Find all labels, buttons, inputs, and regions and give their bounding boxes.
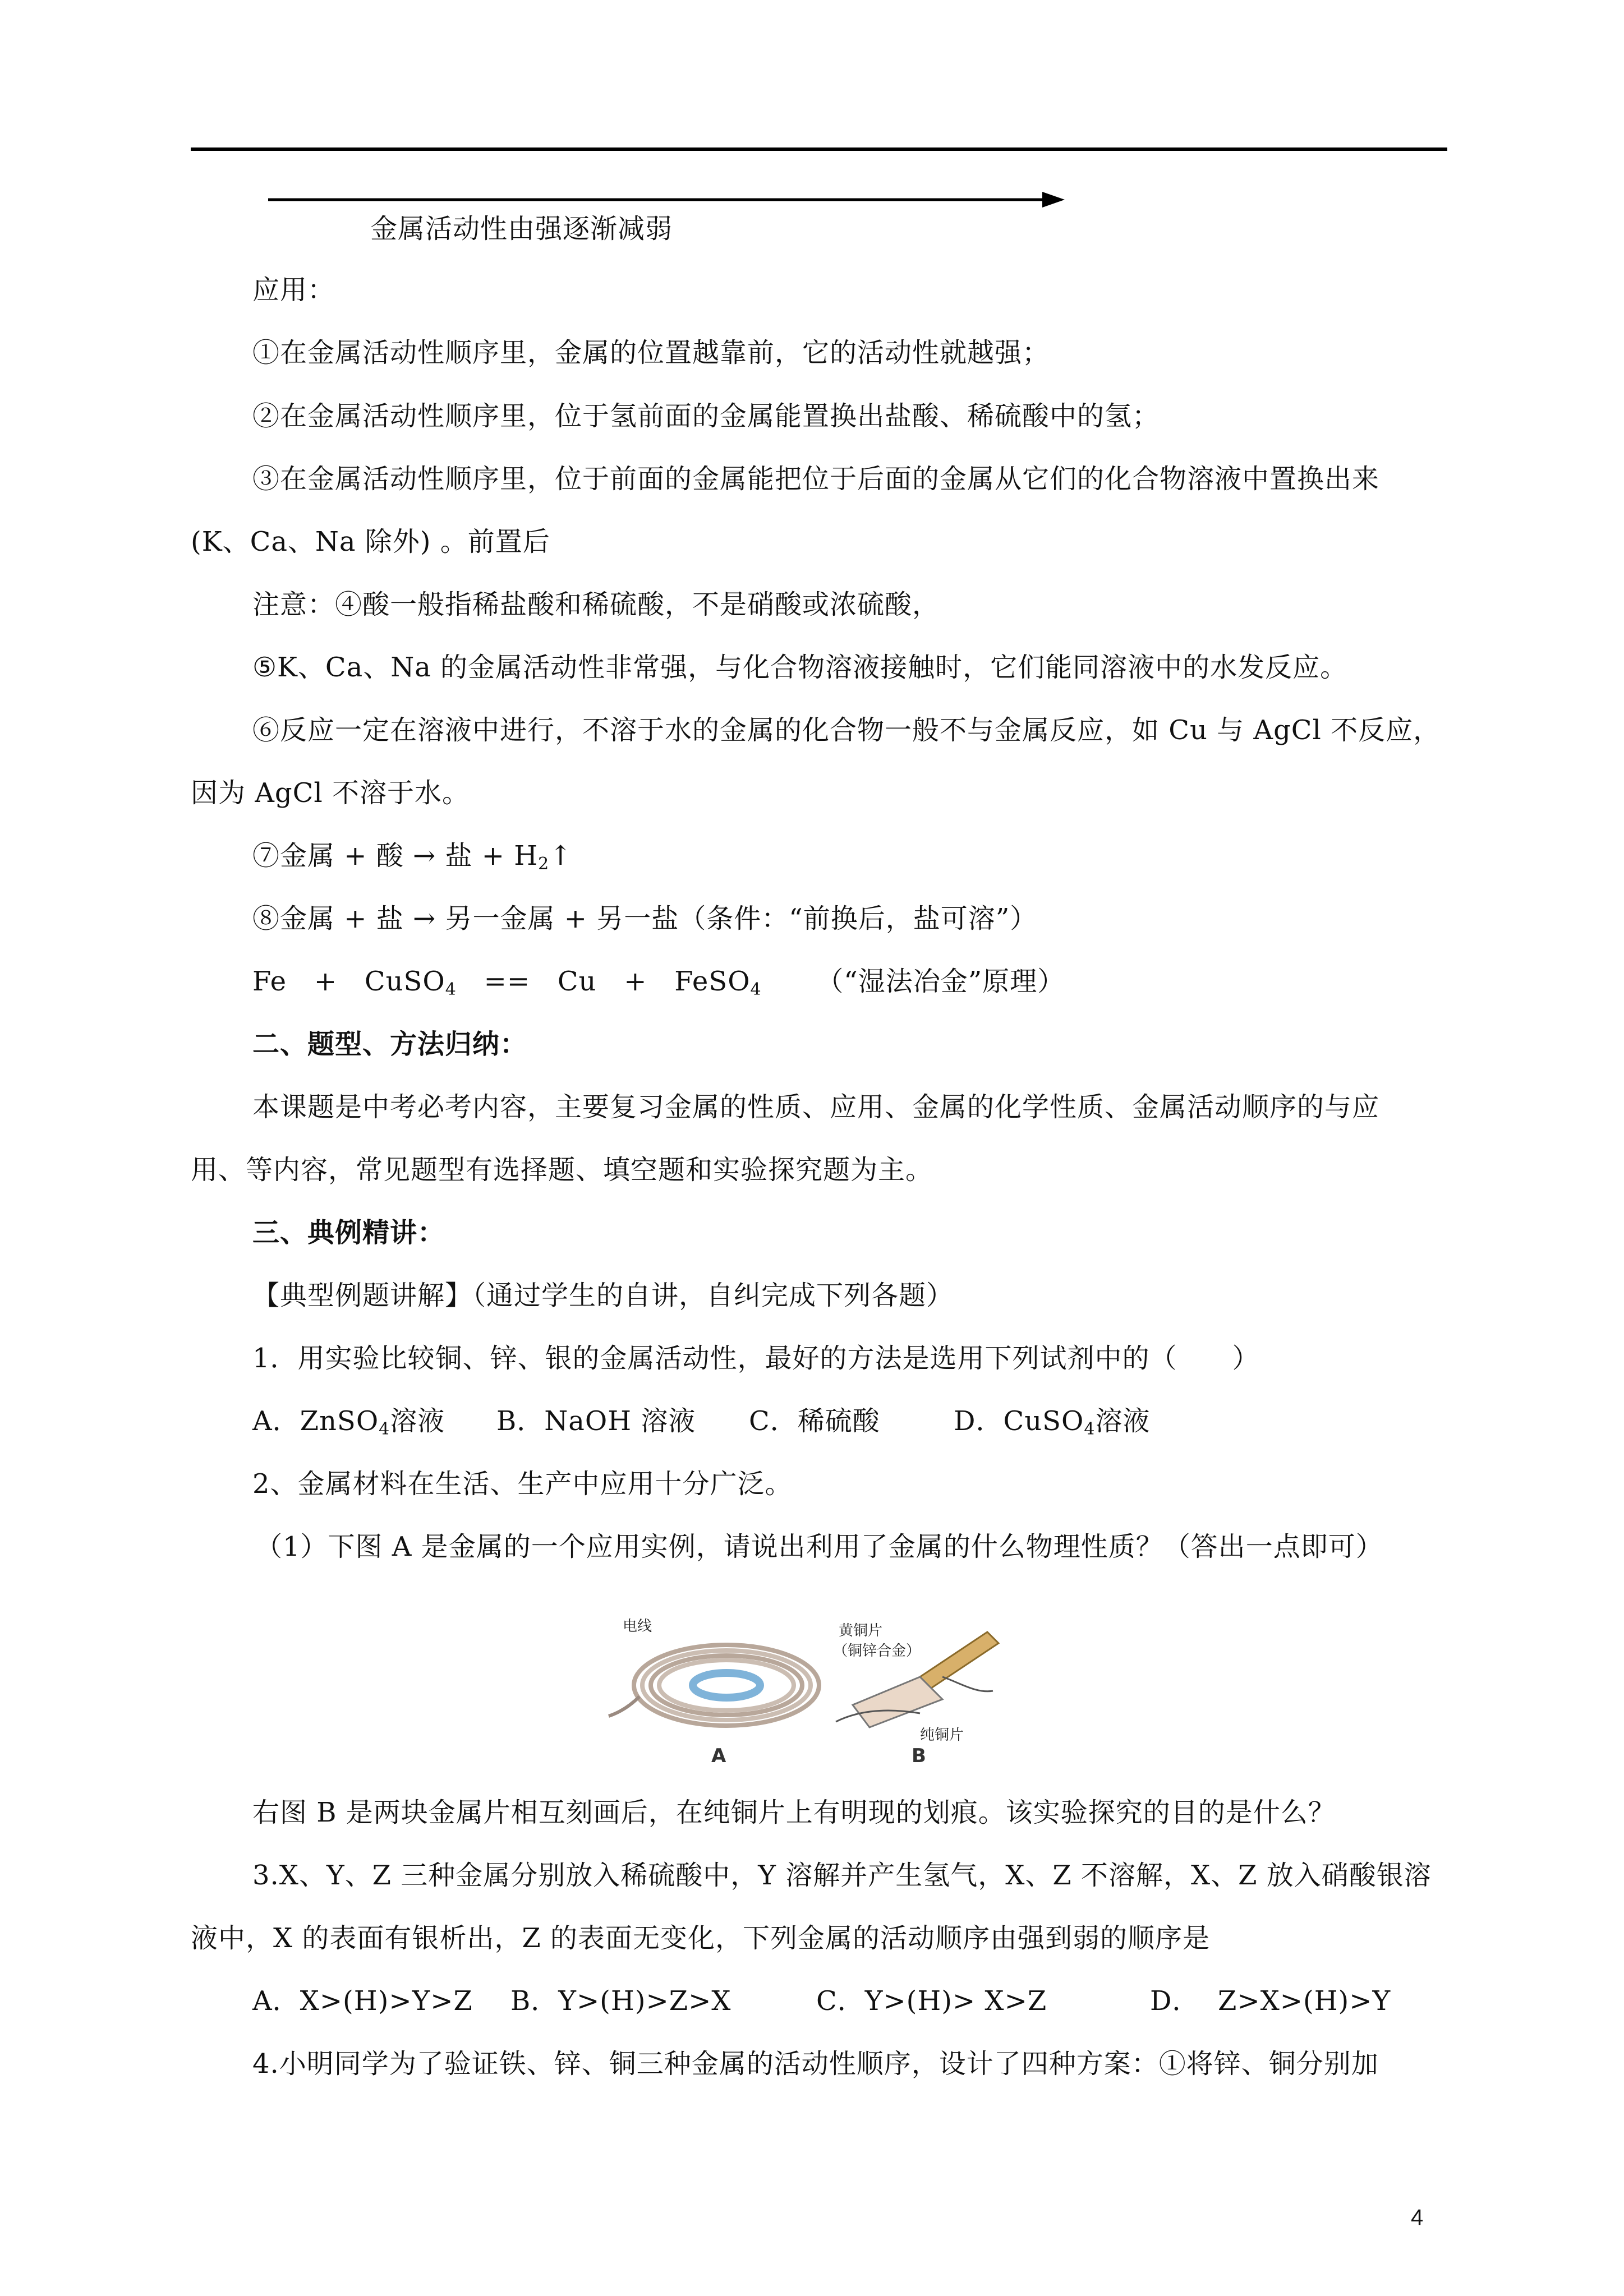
note-4: 注意：④酸一般指稀盐酸和稀硫酸，不是硝酸或浓硫酸，: [252, 589, 940, 620]
question-1-option-a: [252, 1403, 445, 1439]
figure-caption-b: B: [912, 1745, 926, 1767]
equation-part-1: Fe + CuSO: [252, 966, 445, 997]
question-3-option-c: C．Y>(H)> X>Z: [816, 1985, 1047, 2017]
question-3-stem-line-2: 液中，X 的表面有银析出，Z 的表面无变化，下列金属的活动顺序由强到弱的顺序是: [191, 1922, 1211, 1954]
note-5: ⑤K、Ca、Na 的金属活动性非常强，与化合物溶液接触时，它们能同溶液中的水发反应。: [252, 652, 1348, 683]
question-1-option-c: C．稀硫酸: [749, 1405, 880, 1437]
question-1-option-b: B．NaOH 溶液: [496, 1405, 696, 1437]
question-3-option-d: D． Z>X>(H)>Y: [1150, 1985, 1391, 2017]
question-1-stem: 1．用实验比较铜、锌、银的金属活动性，最好的方法是选用下列试剂中的（ ）: [252, 1343, 1260, 1374]
application-item-3-line-2: (K、Ca、Na 除外) 。前置后: [191, 526, 550, 557]
application-item-1: ①在金属活动性顺序里，金属的位置越靠前，它的活动性就越强；: [252, 337, 1050, 368]
question-2-part-1: （1）下图 A 是金属的一个应用实例，请说出利用了金属的什么物理性质？（答出一点即可）: [255, 1531, 1383, 1562]
arrow-icon: [268, 188, 1065, 211]
header-rule: [191, 147, 1447, 151]
note-6-line-2: 因为 AgCl 不溶于水。: [191, 777, 470, 809]
option-d-text: D．CuSO: [954, 1405, 1084, 1437]
figure-label-brass: 黄铜片: [839, 1622, 883, 1639]
option-a-suffix: 溶液: [390, 1405, 445, 1437]
note-8: ⑧金属 + 盐 → 另一金属 + 另一盐（条件：“前换后，盐可溶”）: [252, 903, 1038, 934]
section-2-para-line-1: 本课题是中考必考内容，主要复习金属的性质、应用、金属的化学性质、金属活动顺序的与应: [252, 1091, 1380, 1123]
section-3-intro: 【典型例题讲解】（通过学生的自讲，自纠完成下列各题）: [252, 1280, 954, 1311]
section-3-heading: 三、典例精讲：: [252, 1217, 445, 1248]
question-2-stem: 2、金属材料在生活、生产中应用十分广泛。: [252, 1468, 793, 1500]
question-2-part-2: 右图 B 是两块金属片相互刻画后，在纯铜片上有明现的划痕。该实验探究的目的是什么？: [252, 1797, 1336, 1828]
arrow-caption: 金属活动性由强逐渐减弱: [370, 213, 673, 245]
equation-line: [252, 963, 1065, 999]
equation-part-2: == Cu + FeSO: [456, 966, 751, 997]
section-2-heading: 二、题型、方法归纳：: [252, 1029, 528, 1060]
option-a-text: A．ZnSO: [252, 1405, 379, 1437]
note-7-text: ⑦金属 + 酸 → 盐 + H: [252, 840, 539, 872]
application-item-2: ②在金属活动性顺序里，位于氢前面的金属能置换出盐酸、稀硫酸中的氢；: [252, 400, 1160, 432]
option-d-suffix: 溶液: [1095, 1405, 1151, 1437]
question-1-option-d: [954, 1403, 1150, 1439]
equation-part-3: （“湿法冶金”原理）: [761, 966, 1065, 997]
question-3-stem-line-1: 3.X、Y、Z 三种金属分别放入稀硫酸中，Y 溶解并产生氢气，X、Z 不溶解，X、Z 放入硝酸银溶: [252, 1860, 1432, 1891]
wire-coil-image: [609, 1645, 819, 1726]
question-4-stem-line-1: 4.小明同学为了验证铁、锌、铜三种金属的活动性顺序，设计了四种方案：①将锌、铜分别加: [252, 2048, 1379, 2080]
question-3-option-a: A．X>(H)>Y>Z: [252, 1985, 473, 2017]
figure-label-copper: 纯铜片: [920, 1727, 964, 1744]
application-item-3-line-1: ③在金属活动性顺序里，位于前面的金属能把位于后面的金属从它们的化合物溶液中置换出来: [252, 463, 1380, 495]
question-3-option-b: B．Y>(H)>Z>X: [510, 1985, 732, 2017]
figure-label-wire: 电线: [623, 1618, 652, 1635]
option-a-subscript: 4: [379, 1419, 390, 1439]
note-7-subscript: 2: [538, 854, 550, 874]
figure-caption-a: A: [711, 1745, 726, 1767]
note-7: [252, 838, 572, 874]
application-heading: 应用：: [252, 274, 335, 306]
gas-arrow-icon: ↑: [549, 840, 573, 872]
equation-subscript-2: 4: [750, 980, 762, 999]
note-6-line-1: ⑥反应一定在溶液中进行，不溶于水的金属的化合物一般不与金属反应，如 Cu 与 AgCl 不反应，: [252, 714, 1441, 746]
section-2-para-line-2: 用、等内容，常见题型有选择题、填空题和实验探究题为主。: [191, 1154, 933, 1186]
equation-subscript-1: 4: [445, 980, 457, 999]
option-d-subscript: 4: [1084, 1419, 1096, 1439]
figure-wire-and-metal-plates: [606, 1615, 1043, 1767]
page-number: 4: [1411, 2205, 1424, 2230]
figure-label-alloy: （铜锌合金）: [833, 1643, 921, 1659]
